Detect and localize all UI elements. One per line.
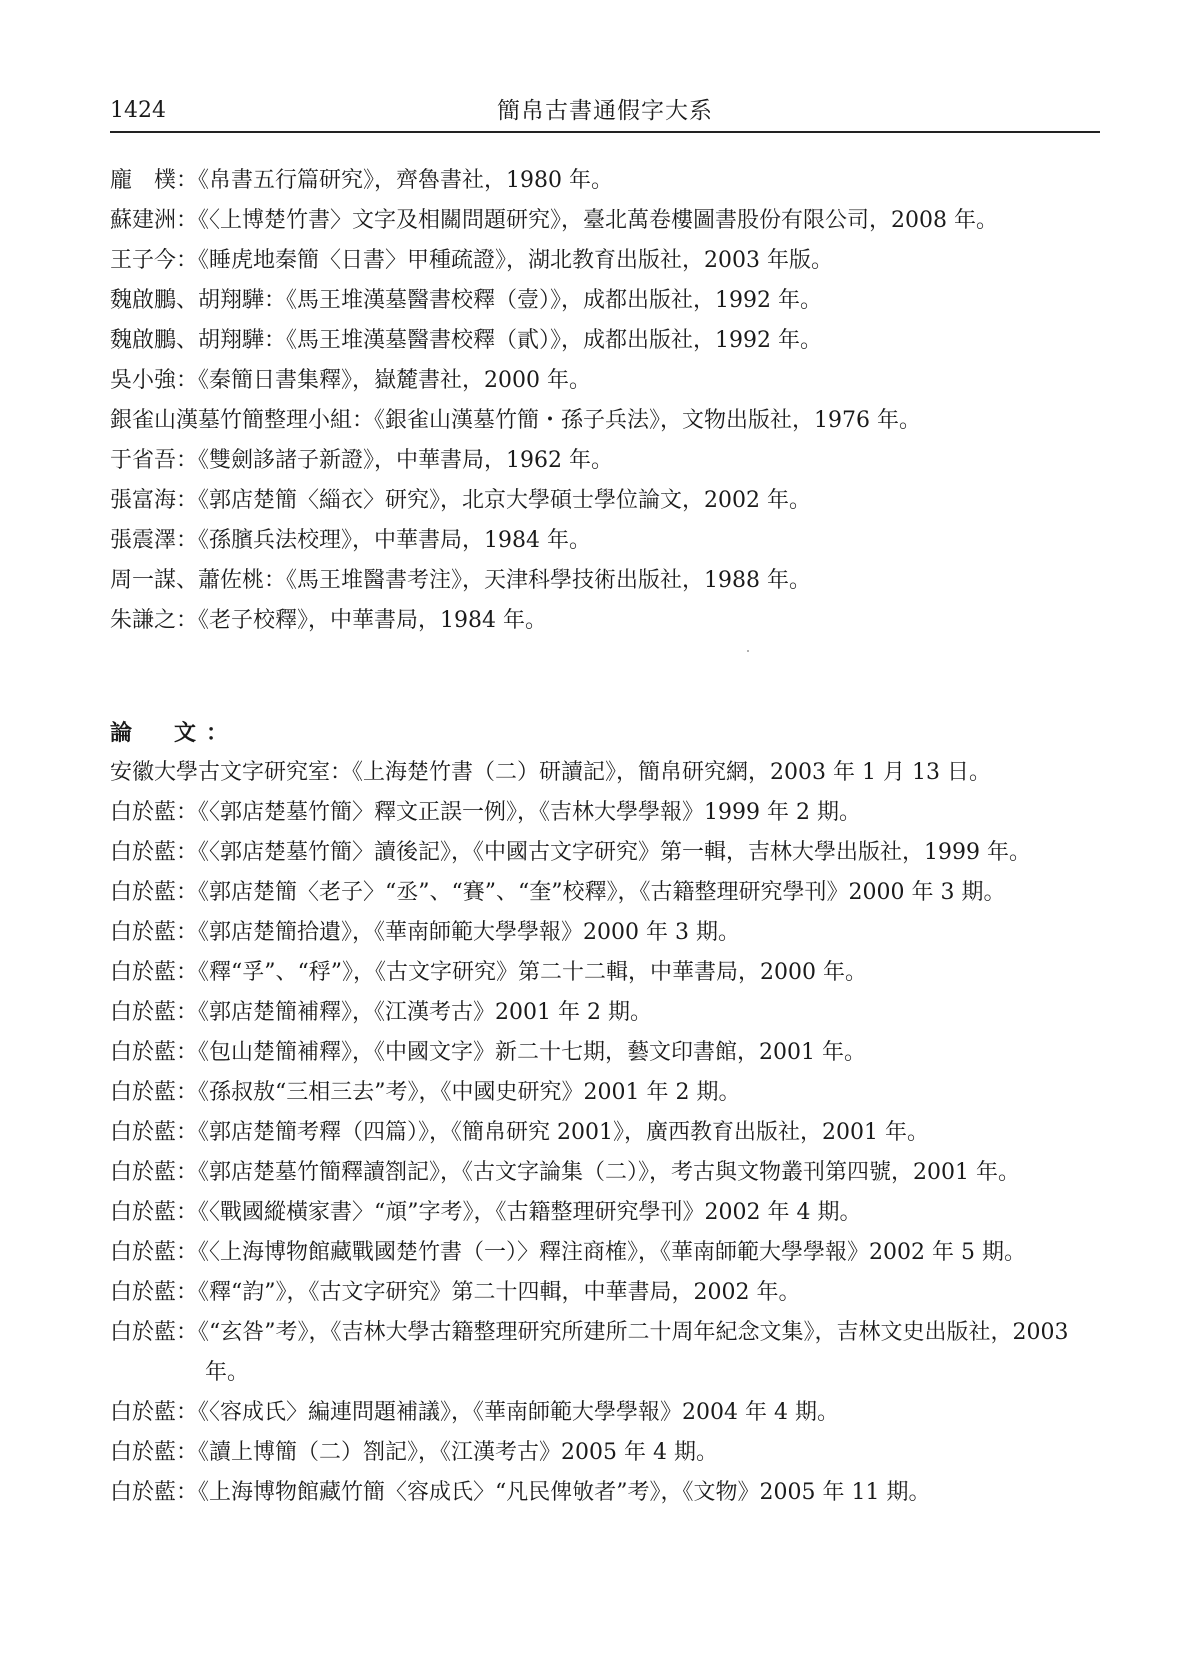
book-entry: 龐 樸：《帛書五行篇研究》，齊魯書社，1980 年。 — [110, 168, 613, 193]
running-title: 簡帛古書通假字大系 — [497, 98, 713, 124]
section-heading: 論 文： — [110, 720, 239, 746]
papers-section — [110, 713, 1100, 1513]
paper-entry: 白於藍：《〈容成氏〉編連問題補議》，《華南師範大學學報》2004 年 4 期。 — [110, 1400, 839, 1425]
book-entry: 蘇建洲：《〈上博楚竹書〉文字及相關問題研究》，臺北萬卷樓圖書股份有限公司，2008 年。 — [110, 208, 998, 233]
paper-entry: 白於藍：《〈郭店楚墓竹簡〉釋文正誤一例》，《吉林大學學報》1999 年 2 期。 — [110, 800, 861, 825]
book-entry: 銀雀山漢墓竹簡整理小組：《銀雀山漢墓竹簡・孫子兵法》，文物出版社，1976 年。 — [110, 408, 921, 433]
paper-entry: 白於藍：《“玄咎”考》，《吉林大學古籍整理研究所建所二十周年紀念文集》，吉林文史出版社，2003 年。 — [110, 1320, 1069, 1385]
paper-entry: 白於藍：《包山楚簡補釋》，《中國文字》新二十七期，藝文印書館，2001 年。 — [110, 1040, 866, 1065]
book-entry: 周一謀、蕭佐桃：《馬王堆醫書考注》，天津科學技術出版社，1988 年。 — [110, 568, 811, 593]
paper-entry: 安徽大學古文字研究室：《上海楚竹書（二）研讀記》，簡帛研究網，2003 年 1 月 13 日。 — [110, 760, 991, 785]
book-entry: 朱謙之：《老子校釋》，中華書局，1984 年。 — [110, 608, 547, 633]
paper-entry: 白於藍：《〈上海博物館藏戰國楚竹書（一）〉釋注商榷》，《華南師範大學學報》2002 年 5 期。 — [110, 1240, 1026, 1265]
book-entry: 魏啟鵬、胡翔驊：《馬王堆漢墓醫書校釋（壹）》，成都出版社，1992 年。 — [110, 288, 822, 313]
paper-entry: 白於藍：《〈戰國縱橫家書〉“頏”字考》，《古籍整理研究學刊》2002 年 4 期。 — [110, 1200, 862, 1225]
paper-entry: 白於藍：《讀上博簡（二）劄記》，《江漢考古》2005 年 4 期。 — [110, 1440, 718, 1465]
book-entry: 張震澤：《孫臏兵法校理》，中華書局，1984 年。 — [110, 528, 591, 553]
book-entry: 魏啟鵬、胡翔驊：《馬王堆漢墓醫書校釋（貳）》，成都出版社，1992 年。 — [110, 328, 822, 353]
paper-entry: 白於藍：《郭店楚簡拾遺》，《華南師範大學學報》2000 年 3 期。 — [110, 920, 740, 945]
stray-dot — [747, 650, 749, 652]
book-entry: 于省吾：《雙劍誃諸子新證》，中華書局，1962 年。 — [110, 448, 613, 473]
paper-entry: 白於藍：《〈郭店楚墓竹簡〉讀後記》，《中國古文字研究》第一輯，吉林大學出版社，1999 年。 — [110, 840, 1031, 865]
paper-entry: 白於藍：《郭店楚簡補釋》，《江漢考古》2001 年 2 期。 — [110, 1000, 652, 1025]
paper-entry: 白於藍：《郭店楚簡〈老子〉“丞”、“賽”、“奎”校釋》，《古籍整理研究學刊》2000 年 3 期。 — [110, 880, 1006, 905]
paper-entry: 白於藍：《郭店楚墓竹簡釋讀劄記》，《古文字論集（二）》，考古與文物叢刊第四號，2001 年。 — [110, 1160, 1020, 1185]
book-entry: 王子今：《睡虎地秦簡〈日書〉甲種疏證》，湖北教育出版社，2003 年版。 — [110, 248, 833, 273]
page-header — [110, 96, 1100, 130]
paper-entry: 白於藍：《孫叔敖“三相三去”考》，《中國史研究》2001 年 2 期。 — [110, 1080, 741, 1105]
paper-entry: 白於藍：《釋“𧥺”》，《古文字研究》第二十四輯，中華書局，2002 年。 — [110, 1280, 801, 1305]
book-entry: 吳小強：《秦簡日書集釋》，嶽麓書社，2000 年。 — [110, 368, 591, 393]
page-number: 1424 — [110, 98, 166, 123]
paper-entry: 白於藍：《郭店楚簡考釋（四篇）》，《簡帛研究 2001》，廣西教育出版社，2001 年。 — [110, 1120, 929, 1145]
books-section — [110, 161, 1100, 641]
book-entry: 張富海：《郭店楚簡〈緇衣〉研究》，北京大學碩士學位論文，2002 年。 — [110, 488, 811, 513]
paper-entry: 白於藍：《上海博物館藏竹簡〈容成氏〉“凡民俾敂者”考》，《文物》2005 年 11 期。 — [110, 1480, 931, 1505]
paper-entry: 白於藍：《釋“孚”、“稃”》，《古文字研究》第二十二輯，中華書局，2000 年。 — [110, 960, 867, 985]
header-rule — [110, 131, 1100, 133]
